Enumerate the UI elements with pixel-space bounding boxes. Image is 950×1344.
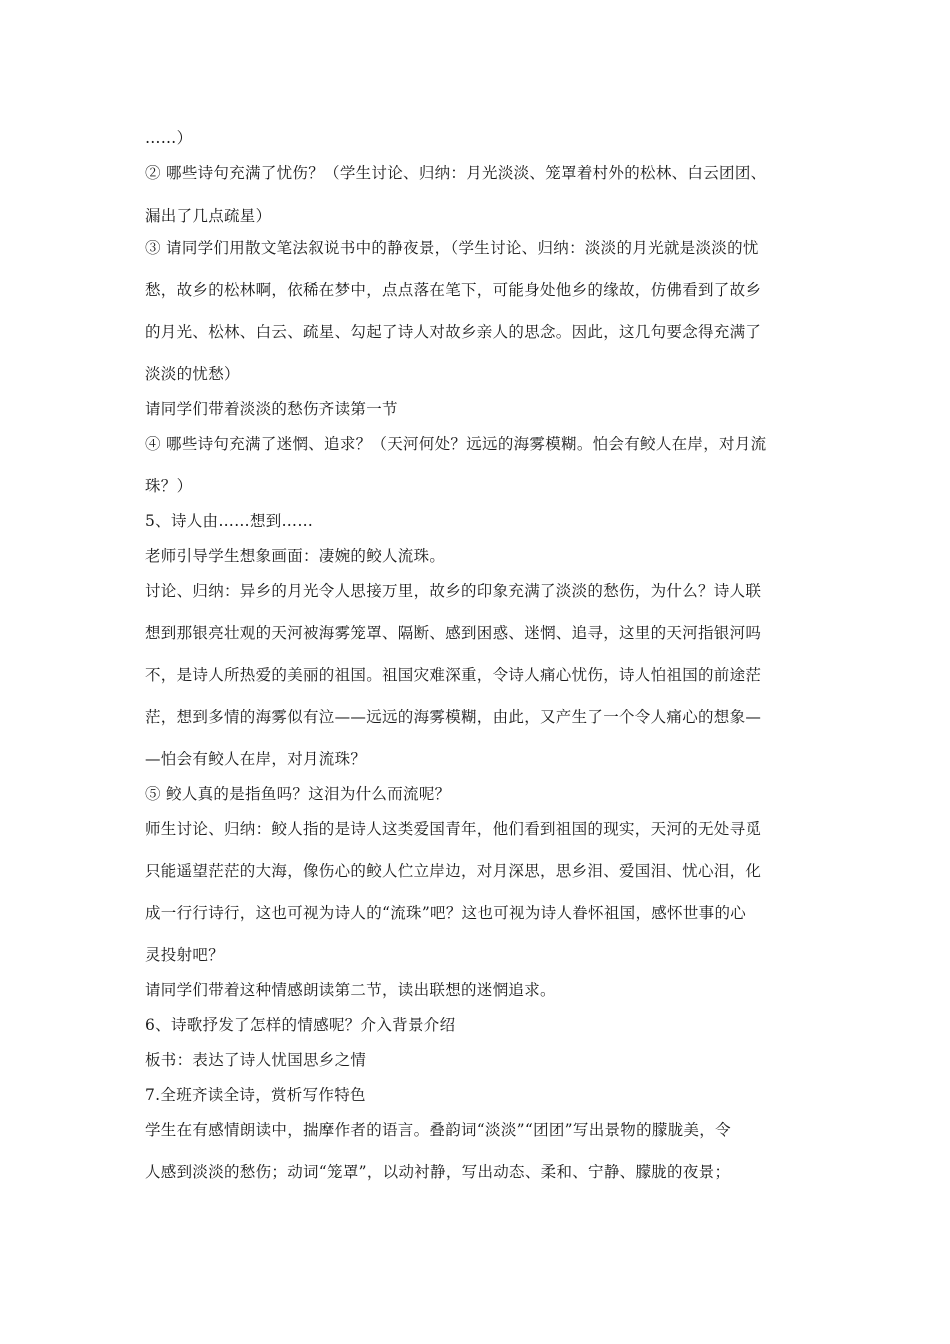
text-line: 淡淡的忧愁） (145, 365, 240, 383)
text-line: —怕会有鲛人在岸，对月流珠？ (145, 750, 367, 768)
text-line: 请同学们带着这种情感朗读第二节，读出联想的迷惘追求。 (145, 981, 556, 999)
text-line: 成一行行诗行，这也可视为诗人的“流珠”吧？这也可视为诗人眷怀祖国，感怀世事的心 (145, 904, 747, 922)
text-line: ② 哪些诗句充满了忧伤？（学生讨论、归纳：月光淡淡、笼罩着村外的松林、白云团团、 (145, 164, 767, 182)
text-line: 人感到淡淡的愁伤；动词“笼罩”，以动衬静，写出动态、柔和、宁静、朦胧的夜景； (145, 1163, 731, 1181)
text-line: ……） (145, 129, 193, 147)
text-line: ③ 请同学们用散文笔法叙说书中的静夜景，（学生讨论、归纳：淡淡的月光就是淡淡的忧 (145, 239, 759, 257)
text-line: 5、诗人由……想到…… (145, 512, 314, 530)
text-line: 愁，故乡的松林啊，依稀在梦中，点点落在笔下，可能身处他乡的缘故，仿佛看到了故乡 (145, 281, 762, 299)
text-line: 学生在有感情朗读中，揣摩作者的语言。叠韵词“淡淡”“团团”写出景物的朦胧美，令 (145, 1121, 731, 1139)
text-line: 板书：表达了诗人忧国思乡之情 (145, 1051, 367, 1069)
text-line: 不，是诗人所热爱的美丽的祖国。祖国灾难深重，令诗人痛心忧伤，诗人怕祖国的前途茫 (145, 666, 762, 684)
text-line: 6、诗歌抒发了怎样的情感呢？介入背景介绍 (145, 1016, 456, 1034)
text-line: 的月光、松林、白云、疏星、勾起了诗人对故乡亲人的思念。因此，这几句要念得充满了 (145, 323, 762, 341)
text-line: 请同学们带着淡淡的愁伤齐读第一节 (145, 400, 398, 418)
text-line: 7.全班齐读全诗，赏析写作特色 (145, 1086, 366, 1104)
text-line: 茫，想到多情的海雾似有泣——远远的海雾模糊，由此，又产生了一个令人痛心的想象— (145, 708, 762, 726)
text-line: ④ 哪些诗句充满了迷惘、追求？（天河何处？远远的海雾模糊。怕会有鲛人在岸，对月流 (145, 435, 767, 453)
text-line: 老师引导学生想象画面：凄婉的鲛人流珠。 (145, 547, 446, 565)
text-line: 师生讨论、归纳：鲛人指的是诗人这类爱国青年，他们看到祖国的现实，天河的无处寻觅 (145, 820, 762, 838)
text-line: 珠？） (145, 477, 193, 495)
text-line: 讨论、归纳：异乡的月光令人思接万里，故乡的印象充满了淡淡的愁伤，为什么？诗人联 (145, 582, 762, 600)
text-line: 灵投射吧？ (145, 946, 225, 964)
text-line: ⑤ 鲛人真的是指鱼吗？这泪为什么而流呢？ (145, 785, 451, 803)
text-line: 漏出了几点疏星） (145, 207, 272, 225)
text-line: 想到那银亮壮观的天河被海雾笼罩、隔断、感到困惑、迷惘、追寻，这里的天河指银河吗 (145, 624, 762, 642)
text-line: 只能遥望茫茫的大海，像伤心的鲛人伫立岸边，对月深思，思乡泪、爱国泪、忧心泪，化 (145, 862, 762, 880)
